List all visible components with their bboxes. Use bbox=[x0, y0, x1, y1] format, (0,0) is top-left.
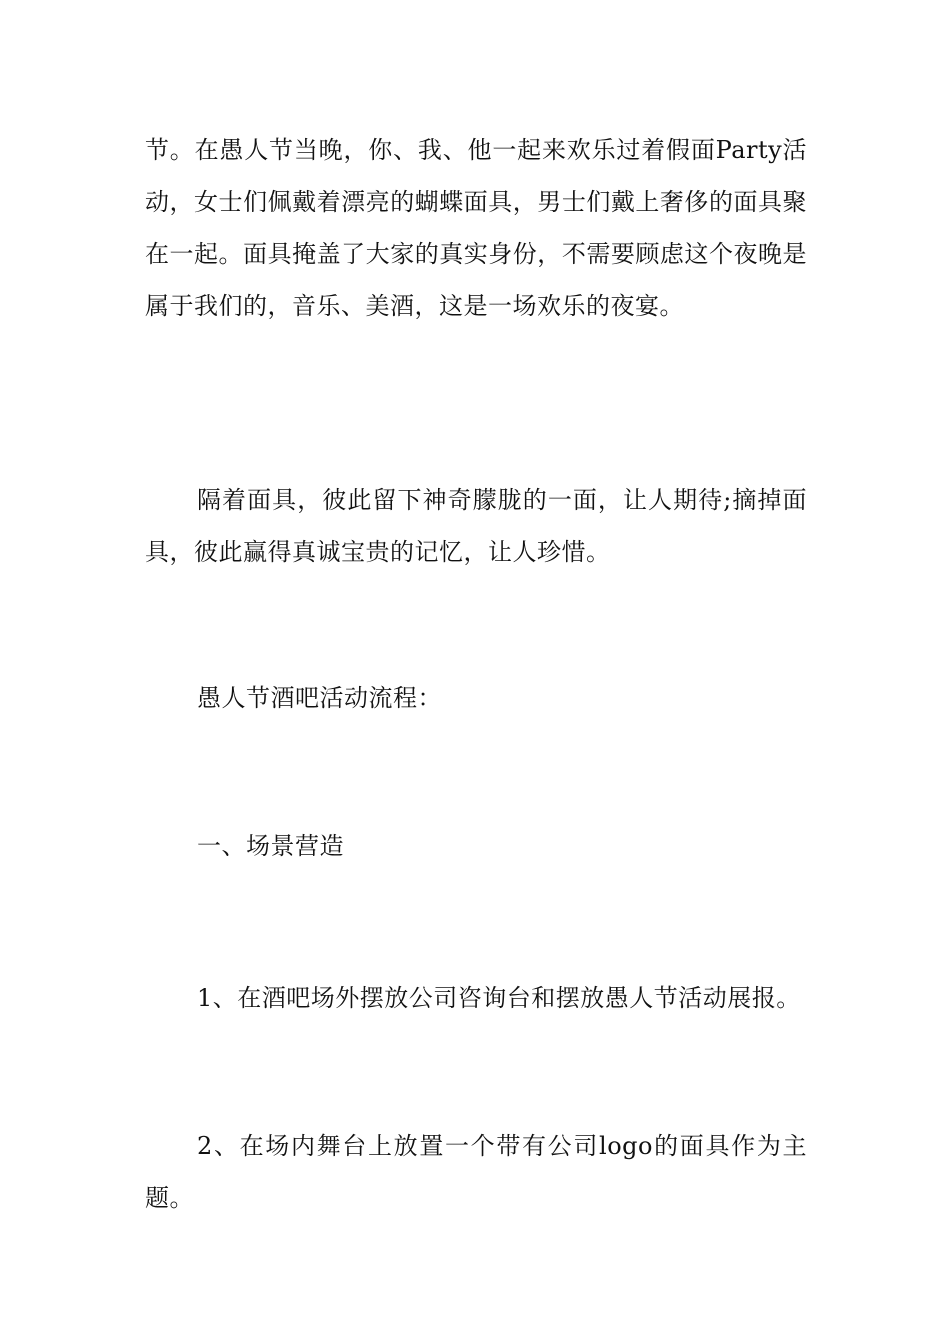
list-item-stage-mask: 2、在场内舞台上放置一个带有公司logo的面具作为主题。 bbox=[145, 1132, 807, 1212]
list-item-consult-desk: 1、在酒吧场外摆放公司咨询台和摆放愚人节活动展报。 bbox=[197, 984, 801, 1012]
paragraph-masquerade-intro: 节。在愚人节当晚，你、我、他一起来欢乐过着假面Party活动，女士们佩戴着漂亮的蝴蝶面具，男士们戴上奢侈的面具聚在一起。面具掩盖了大家的真实身份，不需要顾虑这个夜晚是属于我们的，音乐、美酒，这是一场欢乐的夜宴。 bbox=[145, 136, 807, 320]
paragraph-mask-meaning: 隔着面具，彼此留下神奇朦胧的一面，让人期待;摘掉面具，彼此赢得真诚宝贵的记忆，让人珍惜。 bbox=[145, 486, 807, 566]
section-heading-activity-process: 愚人节酒吧活动流程： bbox=[197, 684, 442, 712]
subheading-scene-setup: 一、场景营造 bbox=[197, 832, 344, 860]
